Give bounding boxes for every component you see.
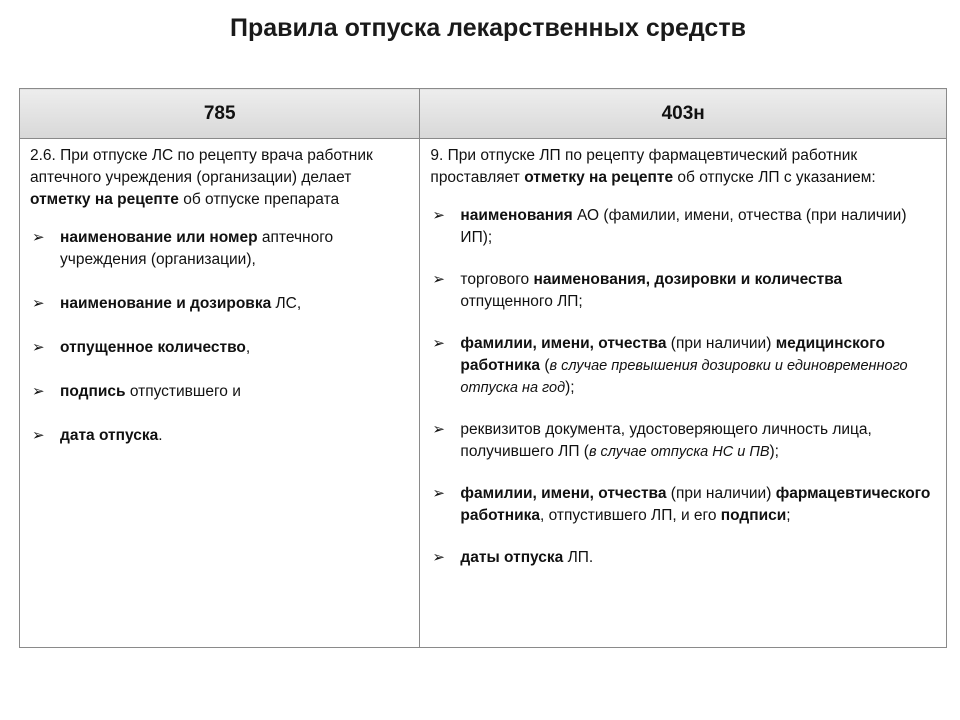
table-row [20, 139, 947, 648]
list-item: ➢ фамилии, имени, отчества (при наличии) медицинского работника (в случае превышения дозировки и единовременного отпуска на год); [432, 335, 908, 396]
list-item: ➢ наименования АО (фамилии, имени, отчества (при наличии) ИП); [432, 207, 907, 246]
list-item: ➢ подпись отпустившего и [30, 381, 411, 403]
right-list [430, 205, 938, 569]
table-header-row [20, 89, 947, 139]
column-header-785: 785 [20, 89, 420, 139]
rules-comparison-table [19, 88, 947, 648]
page-title: Правила отпуска лекарственных средств [230, 14, 746, 42]
list-item: ➢ дата отпуска. [30, 425, 411, 447]
arrow-bullet-icon: ➢ [32, 339, 45, 356]
right-intro: 9. При отпуске ЛП по рецепту фармацевтический работник проставляет отметку на рецепте об отпуске ЛП с указанием: [430, 147, 876, 186]
left-list [30, 227, 411, 447]
list-item: ➢ отпущенное количество, [30, 337, 411, 359]
arrow-bullet-icon: ➢ [432, 421, 445, 438]
left-cell [20, 139, 420, 648]
arrow-bullet-icon: ➢ [32, 427, 45, 444]
list-item: ➢ наименование или номер аптечного учреждения (организации), [32, 229, 334, 268]
arrow-bullet-icon: ➢ [432, 485, 445, 502]
arrow-bullet-icon: ➢ [32, 295, 45, 312]
arrow-bullet-icon: ➢ [32, 383, 45, 400]
left-intro: 2.6. При отпуске ЛС по рецепту врача работник аптечного учреждения (организации) делает отметку на рецепте об отпуске препарата [30, 147, 373, 208]
arrow-bullet-icon: ➢ [432, 207, 445, 224]
arrow-bullet-icon: ➢ [432, 549, 445, 566]
list-item: ➢ фамилии, имени, отчества (при наличии) фармацевтического работника, отпустившего ЛП, и его подписи; [432, 485, 931, 524]
arrow-bullet-icon: ➢ [432, 335, 445, 352]
arrow-bullet-icon: ➢ [32, 229, 45, 246]
list-item: ➢ даты отпуска ЛП. [430, 547, 938, 569]
list-item: ➢ наименование и дозировка ЛС, [30, 293, 411, 315]
column-header-403n: 403н [420, 89, 947, 139]
arrow-bullet-icon: ➢ [432, 271, 445, 288]
list-item: ➢ реквизитов документа, удостоверяющего личность лица, получившего ЛП (в случае отпуска НС и ПВ); [432, 421, 872, 460]
right-cell [420, 139, 947, 648]
list-item: ➢ торгового наименования, дозировки и количества отпущенного ЛП; [432, 271, 843, 310]
